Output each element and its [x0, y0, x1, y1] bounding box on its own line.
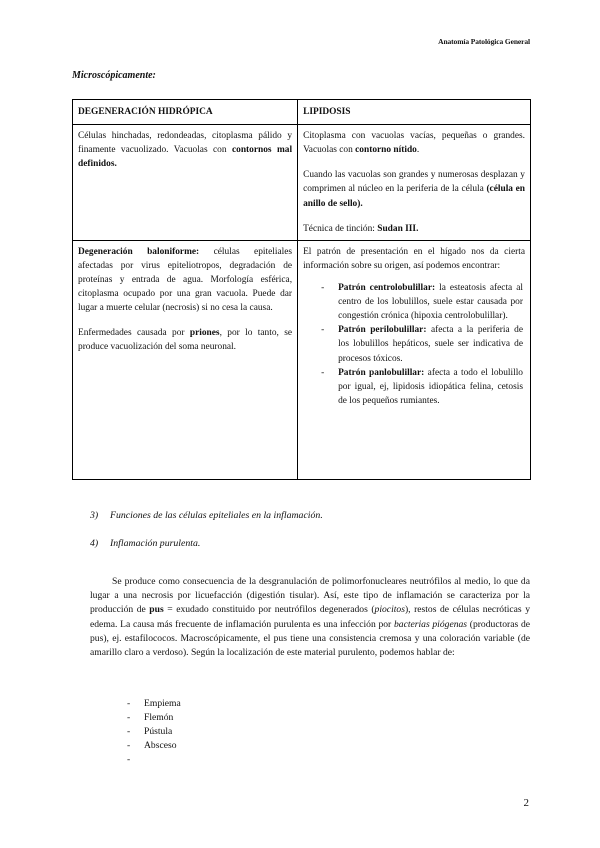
cell-bold: contorno nítido: [355, 145, 417, 156]
dash-marker: -: [321, 367, 325, 378]
text-run: Se produce como consecuencia de la desgranulación de polimorfonucleares neutrófilos al medio, lo que da lugar a una necrosis por licuefacción (digestión tisular). Así, este tipo de inflamación se caracteriza por la producción de: [90, 576, 530, 616]
cell-bold: Patrón centrolobulillar:: [338, 282, 436, 293]
numbered-heading: [90, 538, 200, 549]
cell-text: Citoplasma con vacuolas vacías, pequeñas o grandes. Vacuolas con: [303, 131, 525, 156]
cell-bold: Sudan III.: [377, 223, 419, 234]
numbered-heading: [90, 510, 323, 521]
list-item: [303, 366, 525, 408]
text-run: (productoras de pus), ej. estafilococos. Macroscópicamente, el pus tiene una consistencia cremosa y una coloración variable (de amarillo claro a verdoso). Según la localización de este material purulento, podemos hablar de:: [90, 618, 530, 658]
text-run: = exudado constituido por neutrófilos degenerados (: [163, 604, 375, 616]
cell-bold: (célula en anillo de sello).: [303, 184, 525, 209]
table-row: [73, 240, 531, 479]
cell-paragraph: [303, 168, 525, 210]
cell-text: Técnica de tinción:: [303, 223, 378, 234]
table-row: [73, 125, 531, 241]
body-paragraph: [90, 575, 530, 660]
text-italic: piocitos: [374, 604, 405, 616]
heading-number: 4): [90, 538, 99, 549]
text-run: ), restos de células necróticas y edema. La causa más frecuente de inflamación purulenta es una infección por: [90, 604, 530, 630]
cell-bold: Patrón perilobulillar:: [338, 325, 427, 336]
list-item: [303, 281, 525, 323]
cell-bold: contornos mal definidos.: [78, 145, 293, 170]
cell-text: células epiteliales afectadas por virus epiteliotropos, degradación de proteínas y entrada de agua. Morfología esférica, citoplasma ocupado por una gran vacuola. Puede dar lugar a muerte celular (necrosis) si no cesa la causa.: [78, 246, 293, 314]
list-item: [127, 739, 181, 753]
cell-text: Células hinchadas, redondeadas, citoplasma pálido y finamente vacuolizado. Vacuolas con: [78, 131, 293, 156]
dash-marker: -: [127, 698, 131, 709]
list-item-label: Pústula: [144, 725, 173, 737]
cell-text: la esteatosis afecta al centro de los lobulillos, suele estar causada por congestión crónica (hipoxia centrolobulillar).: [338, 282, 523, 322]
table-header-lipidosis: LIPIDOSIS: [298, 100, 531, 125]
list-item: [127, 711, 181, 725]
table-cell: [298, 125, 531, 241]
table-cell: [73, 240, 298, 479]
pus-types-list: [127, 697, 181, 767]
list-item-label: Absceso: [144, 739, 177, 751]
cell-text: afecta a todo el lobulillo por igual, ej, lipidosis idiopática felina, cetosis de los pequeños rumiantes.: [338, 367, 523, 406]
cell-text: Cuando las vacuolas son grandes y numerosas desplazan y comprimen al núcleo en la periferia de la célula: [303, 170, 525, 195]
text-bold: pus: [149, 604, 164, 616]
dash-marker: -: [321, 325, 325, 336]
comparison-table: [72, 99, 531, 480]
cell-intro: El patrón de presentación en el hígado nos da cierta información sobre su origen, así podemos encontrar:: [303, 246, 525, 271]
heading-text: Inflamación purulenta.: [110, 538, 201, 549]
cell-bold: Degeneración baloniforme:: [78, 246, 200, 257]
cell-paragraph: [78, 326, 292, 354]
cell-text: , por lo tanto, se produce vacuolización del soma neuronal.: [78, 328, 293, 353]
dash-marker: -: [321, 282, 325, 293]
text-italic: bacterias piógenas: [393, 618, 468, 630]
list-item: [127, 725, 181, 739]
section-title: Microscópicamente:: [72, 70, 156, 81]
list-item-label: Empiema: [144, 698, 181, 709]
heading-number: 3): [90, 510, 99, 521]
cell-paragraph: [303, 129, 525, 157]
list-item: [127, 753, 181, 767]
dash-marker: -: [127, 711, 131, 723]
table-cell: [298, 240, 531, 479]
cell-bold: priones: [189, 328, 220, 339]
running-header: Anatomía Patológica General: [438, 37, 530, 46]
table-cell: [73, 125, 298, 241]
cell-text: .: [416, 145, 420, 156]
page-number: 2: [523, 797, 529, 809]
cell-bold: Patrón panlobulillar:: [338, 367, 425, 378]
cell-text: Enfermedades causada por: [78, 328, 190, 339]
table-header-hydropic: DEGENERACIÓN HIDRÓPICA: [73, 100, 298, 125]
cell-text: afecta a la periferia de los lobulillos hepáticos, suele ser indicativa de procesos tóxicos.: [338, 325, 523, 364]
cell-paragraph: [303, 222, 525, 236]
heading-text: Funciones de las células epiteliales en la inflamación.: [110, 510, 323, 521]
list-item-label: Flemón: [144, 711, 174, 723]
dash-marker: -: [127, 725, 131, 737]
list-item: [127, 697, 181, 711]
pattern-list: [303, 281, 525, 408]
cell-paragraph: [78, 245, 292, 316]
table-header-row: [73, 100, 531, 125]
dash-marker: -: [127, 739, 131, 751]
list-item-label: [144, 754, 146, 765]
list-item: [303, 323, 525, 365]
dash-marker: -: [127, 753, 131, 765]
